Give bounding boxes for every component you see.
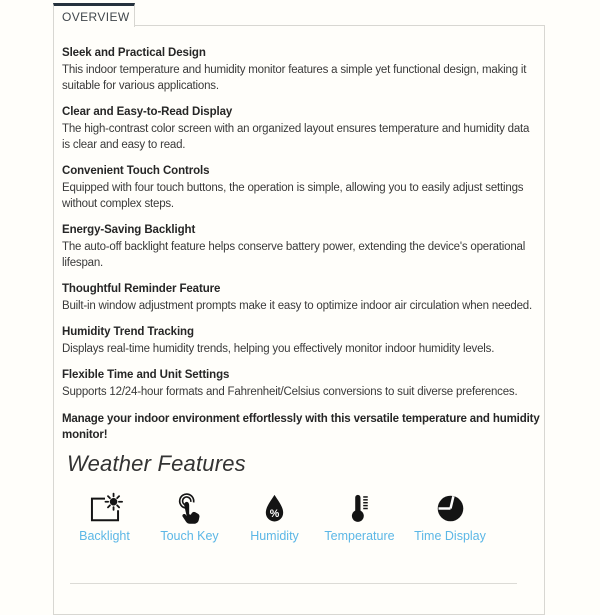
section-heading: Thoughtful Reminder Feature (62, 283, 221, 295)
section-design (62, 40, 540, 94)
bottom-divider (70, 583, 517, 584)
section-heading: Sleek and Practical Design (62, 47, 206, 59)
feature-label: Time Display (414, 529, 486, 543)
section-body: This indoor temperature and humidity monitor features a simple yet functional design, making it suitable for various applications. (62, 64, 527, 92)
section-backlight (62, 223, 540, 271)
feature-label: Backlight (79, 529, 130, 543)
section-touch-controls (62, 164, 540, 212)
closing-statement: Manage your indoor environment effortlessly with this versatile temperature and humidity monitor! (62, 413, 540, 441)
section-reminder (62, 282, 540, 314)
feature-temperature (317, 492, 402, 543)
section-body: Supports 12/24-hour formats and Fahrenheit/Celsius conversions to suit diverse preferences. (62, 386, 518, 398)
feature-label: Temperature (324, 529, 395, 543)
section-heading: Energy-Saving Backlight (62, 224, 196, 236)
section-body: The high-contrast color screen with an organized layout ensures temperature and humidity data is clear and easy to read. (62, 123, 530, 151)
section-display (62, 105, 540, 153)
backlight-icon (87, 492, 123, 525)
svg-text:%: % (269, 507, 280, 520)
touch-key-icon (173, 492, 207, 525)
section-body: Displays real-time humidity trends, helping you effectively monitor indoor humidity levels. (62, 343, 495, 355)
section-body: Built-in window adjustment prompts make it easy to optimize indoor air circulation when needed. (62, 300, 532, 312)
feature-humidity (232, 492, 317, 543)
section-body: The auto-off backlight feature helps conserve battery power, extending the device's operational lifespan. (62, 241, 526, 269)
tab-overview[interactable] (53, 3, 135, 27)
features-row (62, 492, 540, 543)
section-heading: Clear and Easy-to-Read Display (62, 106, 233, 118)
section-body: Equipped with four touch buttons, the operation is simple, allowing you to easily adjust settings without complex steps. (62, 182, 524, 210)
feature-touch-key (147, 492, 232, 543)
feature-time-display (402, 492, 498, 543)
feature-label: Humidity (250, 529, 299, 543)
overview-content (62, 40, 540, 543)
humidity-icon (258, 492, 291, 525)
feature-backlight (62, 492, 147, 543)
section-time-unit (62, 368, 540, 400)
section-heading: Convenient Touch Controls (62, 165, 210, 177)
section-humidity-trend (62, 325, 540, 357)
section-heading: Humidity Trend Tracking (62, 326, 194, 338)
feature-label: Touch Key (160, 529, 219, 543)
time-display-icon (434, 492, 467, 525)
temperature-icon (343, 492, 376, 525)
tab-overview-label: OVERVIEW (62, 9, 130, 24)
weather-features-heading: Weather Features (67, 451, 246, 476)
section-heading: Flexible Time and Unit Settings (62, 369, 230, 381)
